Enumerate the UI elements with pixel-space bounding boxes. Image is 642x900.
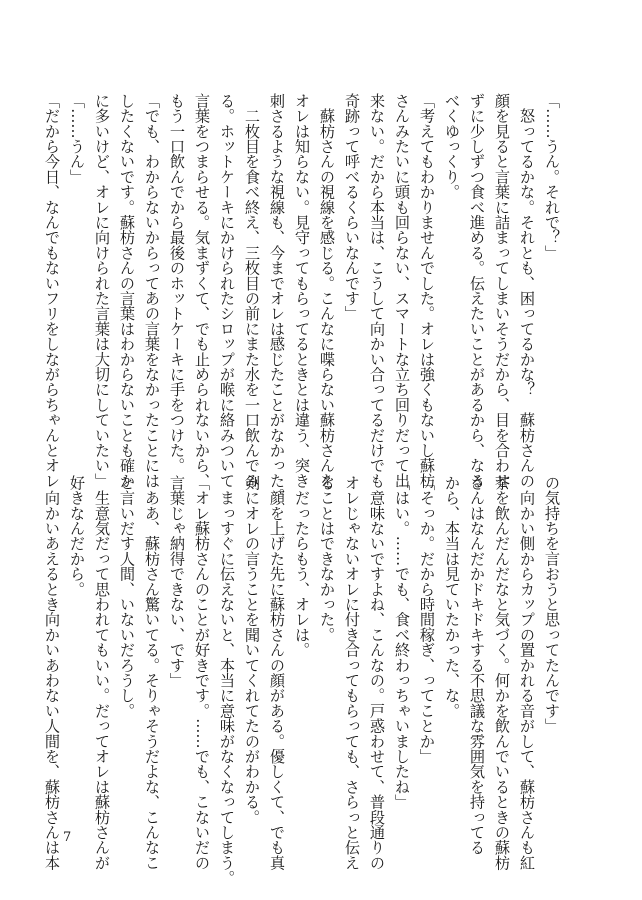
text-column: 「はい。……でも、食べ終わっちゃいましたね」 <box>393 475 411 810</box>
text-column: オレじゃないオレに付き合ってもらっても、さらっと伝え <box>343 475 361 871</box>
page-number: 7 <box>63 830 72 845</box>
text-column: 茶を飲んだんだなと気づく。何かを飲んでいるときの蘇枋 <box>493 475 511 871</box>
text-column: 向かいあえるとき向かいあわない人間を、蘇枋さんは本 <box>43 475 61 871</box>
text-column: 生意気だって思われてもいい。だってオレは蘇枋さんが <box>93 475 111 871</box>
text-column: 怒ってるかな。それとも、困ってるかな？ 蘇枋さんの <box>518 93 536 489</box>
text-column: さんはなんだかドキドキする不思議な雰囲気を持ってる <box>468 475 486 855</box>
text-column: まっすぐに伝えないと、本当に意味がなくなってしまう。 <box>218 475 236 886</box>
text-column: 顔を見ると言葉に詰まってしまいそうだから、目を合わせ <box>493 93 511 489</box>
text-column: から、本当は見ていたかった、な。 <box>443 475 461 719</box>
text-column: 来ない。だから本当は、こうして向かい合ってるだけでも <box>368 93 386 489</box>
text-column: 二枚目を食べ終え、三枚目の前にまた水を一口飲んでみ <box>243 93 261 489</box>
text-column: だったらもう、オレは。 <box>293 475 311 658</box>
text-column: 言葉じゃ納得できない、です」 <box>168 475 186 688</box>
text-column: の気持ちを言おうと思ってたんです」 <box>543 475 561 734</box>
text-column: る。ホットケーキにかけられたシロップが喉に絡みついて <box>218 93 236 489</box>
text-column: ああ、蘇枋さん驚いてる。そりゃそうだよな、こんなこ <box>143 475 161 871</box>
text-column: 「だから今日、なんでもないフリをしながらちゃんとオレ <box>43 93 61 489</box>
text-column: 意味ないですよね、こんなの。戸惑わせて、普段通りの <box>368 475 386 871</box>
upper-text-block <box>39 93 564 504</box>
text-column: 顔を上げた先に蘇枋さんの顔がある。優しくて、でも真 <box>268 475 286 871</box>
text-column: 好きなんだから。 <box>68 475 86 597</box>
text-column: 「考えてもわかりませんでした。オレは強くもないし蘇枋 <box>418 93 436 489</box>
text-column: さんみたいに頭も回らない、スマートな立ち回りだって出 <box>393 93 411 489</box>
text-column: 「……うん」 <box>68 93 86 185</box>
text-column: と言いだす人間、いないだろうし。 <box>118 475 136 719</box>
text-column: もう一口飲んでから最後のホットケーキに手をつけた。 <box>168 93 186 473</box>
text-column: 奇跡って呼べるくらいなんです」 <box>343 93 361 321</box>
text-column: に多いけど、オレに向けられた言葉は大切にしていたい」 <box>93 93 111 489</box>
text-column: 「……うん。それで？」 <box>543 93 561 261</box>
text-column: 「そっか。だから時間稼ぎ、ってことか」 <box>418 475 436 764</box>
text-column: 向かい側からカップの置かれる音がして、蘇枋さんも紅 <box>518 475 536 871</box>
text-column: したくないです。蘇枋さんの言葉はわからないことも確か <box>118 93 136 489</box>
text-column: ることはできなかった。 <box>318 475 336 643</box>
text-column: 「オレ蘇枋さんのことが好きです。……でも、こないだの <box>193 475 211 871</box>
text-column: 蘇枋さんの視線を感じる。こんなに喋らない蘇枋さんを <box>318 93 336 489</box>
text-column: ずに少しずつ食べ進める。伝えたいことがあるから、なる <box>468 93 486 489</box>
text-column: オレは知らない。見守ってもらってるときとは違う、突き <box>293 93 311 489</box>
lower-text-block <box>39 475 564 886</box>
text-column: 「でも、わからないからってあの言葉をなかったことには <box>143 93 161 489</box>
text-column: 言葉をつまらせる。気まずくて、でも止められないから、 <box>193 93 211 489</box>
text-column: 剣にオレの言うことを聞いてくれてたのがわかる。 <box>243 475 261 825</box>
text-column: 刺さるような視線も、今までオレは感じたことがなかった。 <box>268 93 286 504</box>
text-column: べくゆっくり。 <box>443 93 461 200</box>
